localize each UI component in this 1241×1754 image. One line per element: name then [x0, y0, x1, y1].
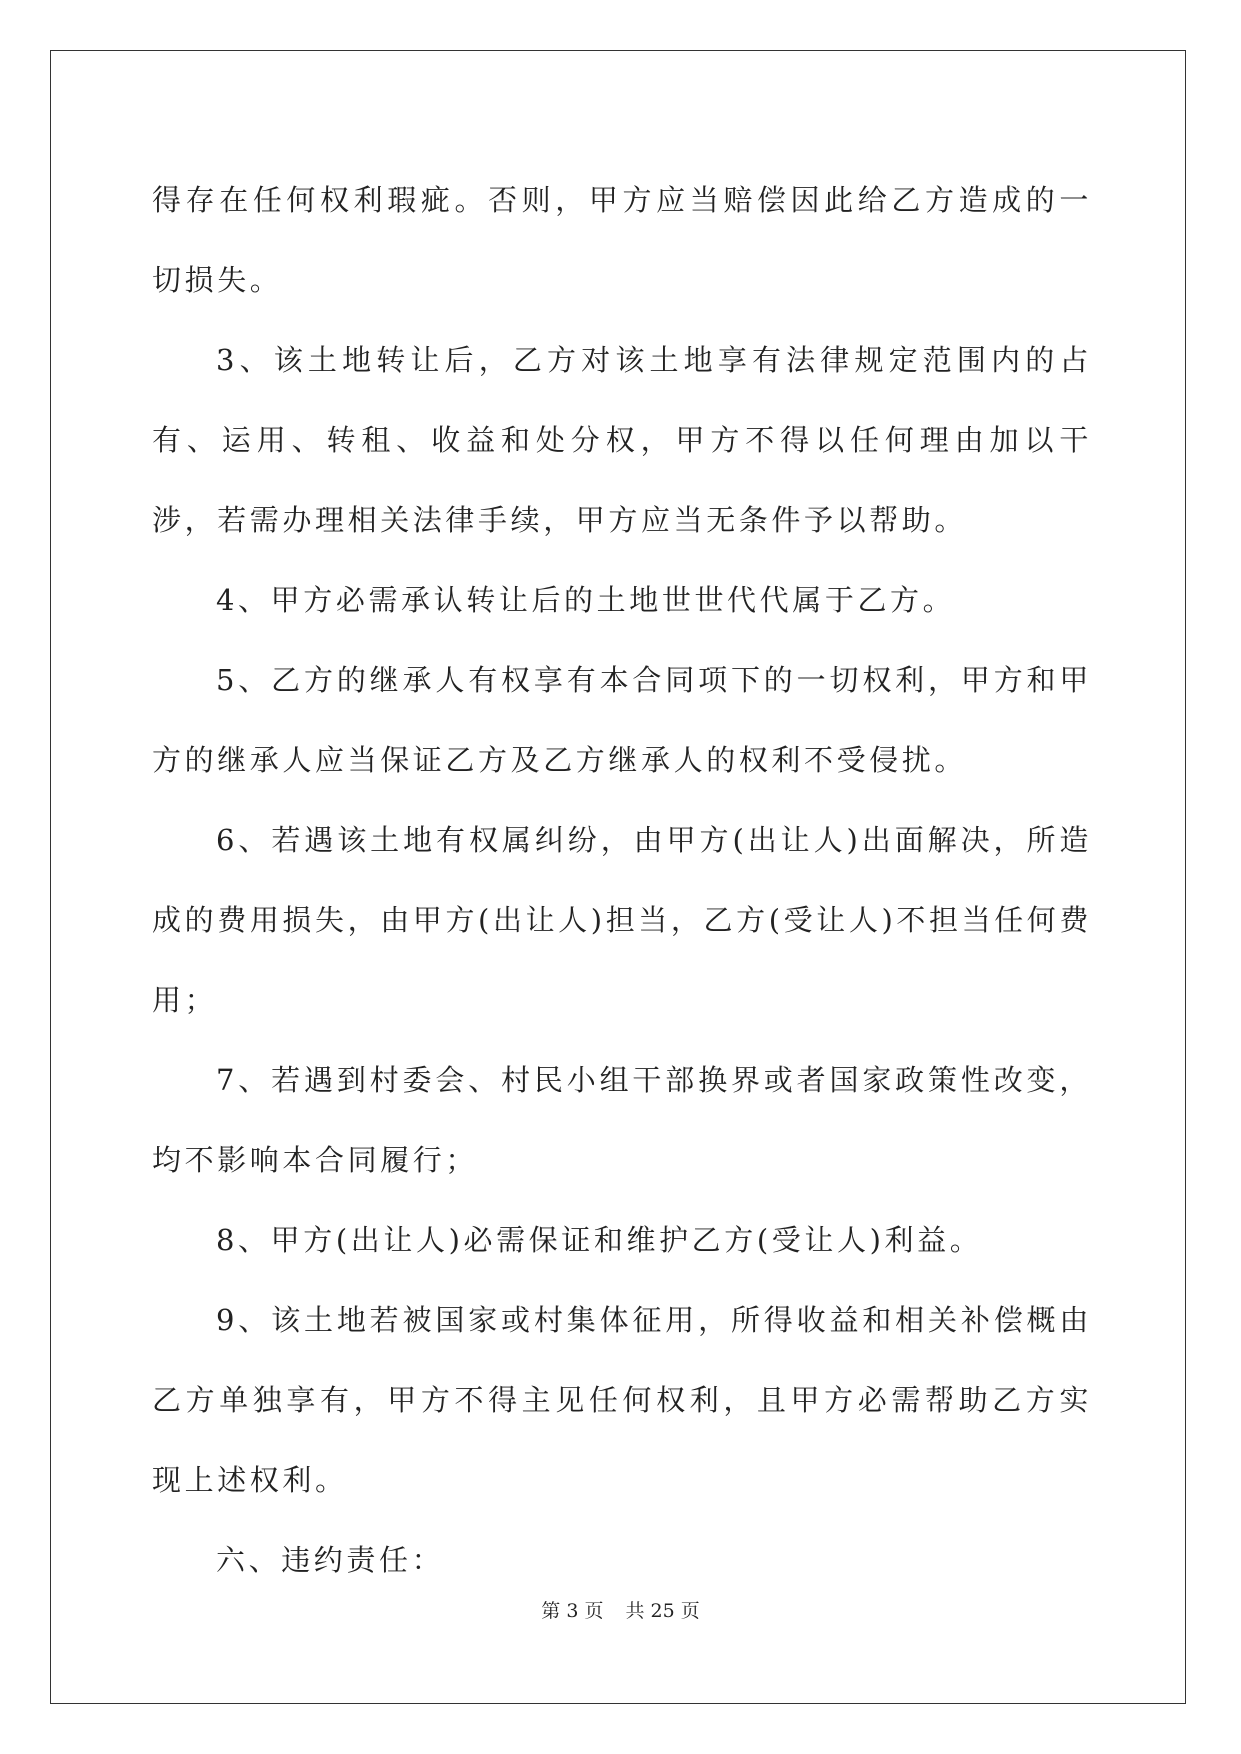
paragraph-clause-3: 3、该土地转让后，乙方对该土地享有法律规定范围内的占有、运用、转租、收益和处分权，甲方不得以任何理由加以干涉，若需办理相关法律手续，甲方应当无条件予以帮助。	[152, 343, 1092, 537]
page-total: 共 25 页	[625, 1600, 700, 1622]
paragraph-clause-4: 4、甲方必需承认转让后的土地世世代代属于乙方。	[216, 583, 956, 617]
paragraph-continued: 得存在任何权利瑕疵。否则，甲方应当赔偿因此给乙方造成的一切损失。	[152, 183, 1092, 297]
paragraph-clause-6: 6、若遇该土地有权属纠纷，由甲方(出让人)出面解决，所造成的费用损失，由甲方(出让人)担当，乙方(受让人)不担当任何费用；	[152, 823, 1092, 1017]
section-heading-breach-liability: 六、违约责任：	[216, 1543, 445, 1577]
paragraph-clause-8: 8、甲方(出让人)必需保证和维护乙方(受让人)利益。	[216, 1223, 983, 1257]
page-number: 第 3 页	[541, 1600, 604, 1622]
document-body	[152, 160, 1092, 1600]
paragraph-clause-9: 9、该土地若被国家或村集体征用，所得收益和相关补偿概由乙方单独享有，甲方不得主见任何权利，且甲方必需帮助乙方实现上述权利。	[152, 1303, 1092, 1497]
paragraph-clause-7: 7、若遇到村委会、村民小组干部换界或者国家政策性改变，均不影响本合同履行；	[152, 1063, 1092, 1177]
page-footer	[0, 1596, 1241, 1623]
paragraph-clause-5: 5、乙方的继承人有权享有本合同项下的一切权利，甲方和甲方的继承人应当保证乙方及乙方继承人的权利不受侵扰。	[152, 663, 1092, 777]
